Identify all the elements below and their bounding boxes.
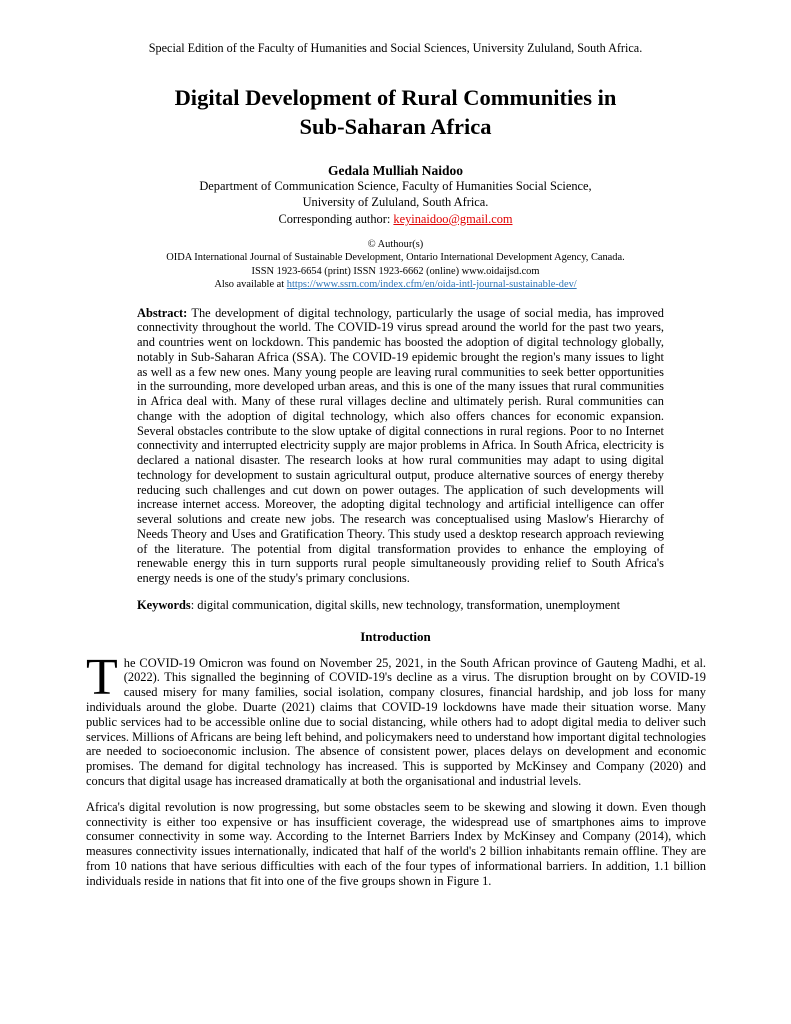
keywords-label: Keywords: [137, 597, 191, 612]
author-affiliation-line1: Department of Communication Science, Faculty of Humanities Social Science,: [199, 179, 592, 193]
introduction-paragraph-1-text: he COVID-19 Omicron was found on November 25, 2021, in the South African province of Gauteng Madhi, et al. (2022). This signalled the beginning of COVID-19's decline as a virus. The disruption brought on by COVID-19 caused misery for many families, social isolation, company closures, financial hardship, and job loss for many individuals around the globe. Duarte (2021) claims that COVID-19 lockdowns have made their situation worse. Many public services had to be accessible online due to social distancing, while others had to adopt digital media to deliver such services. Millions of Africans are being left behind, and policymakers need to understand how important digital technologies are needed to socioeconomic inclusion. The absence of consistent power, places delays on development and economic promises. The demand for digital technology has increased. This is supported by McKinsey and Company (2020) and concurs that digital usage has increased dramatically at both the organisational and industrial levels.: [86, 655, 706, 788]
paper-title-line2: Sub-Saharan Africa: [299, 114, 492, 139]
abstract-label: Abstract:: [137, 305, 188, 320]
paper-title: [0, 83, 791, 141]
author-block: [0, 162, 791, 227]
availability-label: Also available at: [214, 279, 287, 291]
corresponding-author-label: Corresponding author:: [278, 212, 394, 226]
corresponding-author-line: [0, 211, 791, 227]
paper-title-line1: Digital Development of Rural Communities in: [174, 85, 617, 110]
corresponding-email-link[interactable]: keyinaidoo@gmail.com: [393, 212, 513, 226]
dropcap-letter: T: [86, 648, 118, 706]
publication-block: [0, 238, 791, 292]
availability-line: [0, 278, 791, 291]
introduction-paragraph-1: [86, 648, 706, 789]
keywords-paragraph: [137, 598, 664, 613]
author-affiliation-line2: University of Zululand, South Africa.: [302, 194, 489, 209]
introduction-heading: Introduction: [360, 628, 431, 644]
copyright-line: © Authour(s): [367, 239, 424, 250]
abstract-text: The development of digital technology, particularly the usage of social media, has improved connectivity throughout the world. The COVID-19 virus spread around the world for the past two years, and countries went on lockdown. This pandemic has boosted the adoption of digital technology globally, notably in Sub-Saharan Africa (SSA). The COVID-19 epidemic brought the region's many issues to light as well as a few new ones. Many young people are leaving rural communities to seek better opportunities in the surrounding, more developed urban areas, and this is one of the many issues that rural communities in Africa deal with. Many of these rural villages decline and ultimately perish. Rural communities can change with the adoption of digital technology, which also offers chances for economic expansion. Several obstacles contribute to the slow uptake of digital connections in rural regions. Poor to no Internet connectivity and interrupted electricity supply are major problems in Africa. In South Africa, electricity is declared a national disaster. The research looks at how rural communities may adapt to using digital technology for development to sustain agricultural output, produce alternative sources of energy thereby reducing such challenges and cut down on power outages. The application of such developments will increase internet access. Moreover, the adopting digital technology and artificial intelligence can offer several solutions and create new jobs. The research was conceptualised using Maslow's Hierarchy of Needs Theory and Uses and Gratification Theory. This study used a desktop research approach reviewing of the literature. The potential from digital transformation provides to enhance the employing of renewable energy this in turn supports rural people simultaneously providing relief to South Africa's energy needs is one of the study's primary conclusions.: [137, 305, 664, 586]
issn-line: ISSN 1923-6654 (print) ISSN 1923-6662 (online) www.oidaijsd.com: [251, 265, 540, 277]
abstract-paragraph: [137, 306, 664, 586]
keywords-text: : digital communication, digital skills, new technology, transformation, unemployment: [190, 597, 621, 612]
introduction-paragraph-2: Africa's digital revolution is now progressing, but some obstacles seem to be skewing and slowing it down. Even though connectivity is either too expensive or has insufficient coverage, the widespread use of smartphones aims to improve consumer connectivity in some way. According to the Internet Barriers Index by McKinsey and Company (2014), which measures connectivity issues internationally, indicated that half of the world's 2 billion inhabitants remain offline. They are from 10 nations that have serious difficulties with each of the four types of informational barriers. In addition, 1.1 billion individuals reside in nations that fit into one of the five groups shown in Figure 1.: [86, 799, 706, 888]
journal-name-line: OIDA International Journal of Sustainable Development, Ontario International Development Agency, Canada.: [166, 252, 625, 264]
author-name: Gedala Mulliah Naidoo: [327, 163, 464, 178]
journal-header: Special Edition of the Faculty of Humanities and Social Sciences, University Zululand, South Africa.: [148, 41, 643, 55]
ssrn-url-link[interactable]: https://www.ssrn.com/index.cfm/en/oida-intl-journal-sustainable-dev/: [286, 279, 577, 291]
